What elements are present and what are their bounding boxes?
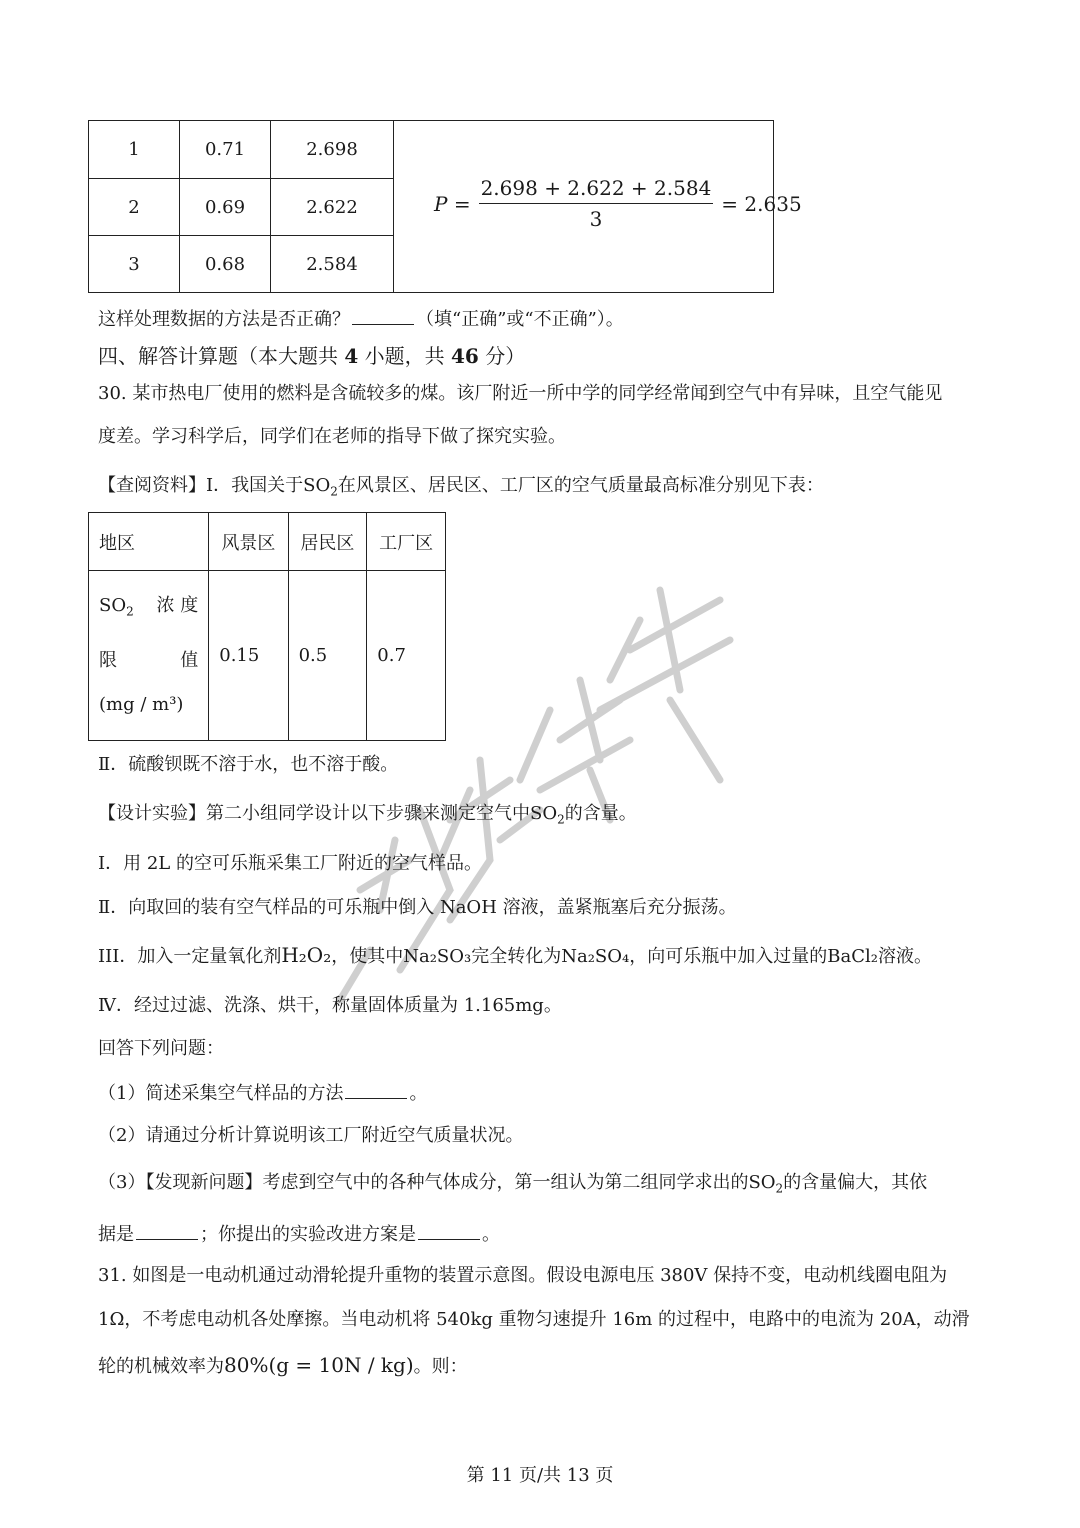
so2-subscript: 2: [775, 1181, 784, 1196]
label-line: [99, 593, 198, 625]
q30-line2: 度差。学习科学后，同学们在老师的指导下做了探究实验。: [98, 426, 566, 447]
table-cell: 0.71: [180, 121, 271, 179]
design-experiment: [98, 802, 637, 832]
question-hint: （填“正确”或“不正确”）。: [416, 309, 624, 330]
table-header: 地区: [89, 513, 209, 571]
sub-text: （3）【发现新问题】考虑到空气中的各种气体成分，第一组认为第二组同学求出的: [98, 1172, 749, 1193]
page-footer: 第 11 页/共 13 页: [466, 1465, 614, 1486]
step-text: III．加入一定量氧化剂: [98, 946, 282, 967]
table-header: 风景区: [209, 513, 288, 571]
so2-subscript: 2: [557, 812, 565, 827]
table-cell: 3: [89, 236, 180, 293]
heading-count: 4: [344, 344, 359, 368]
design-text: 的含量。: [564, 803, 637, 824]
question-text: 这样处理数据的方法是否正确？: [98, 309, 350, 330]
formula-lhs: P =: [434, 191, 471, 216]
design-text: 【设计实验】第二小组同学设计以下步骤来测定空气中: [98, 803, 530, 824]
table-cell: 2.698: [271, 121, 394, 179]
q31-line1: 31. 如图是一电动机通过动滑轮提升重物的装置示意图。假设电源电压 380V 保持不变，电动机线圈电阻为: [98, 1265, 948, 1286]
ref-barium-sulfate: Ⅱ．硫酸钡既不溶于水，也不溶于酸。: [98, 754, 399, 775]
so2-subscript: 2: [126, 604, 134, 619]
label-text: 限: [99, 650, 117, 672]
so2-text: SO: [303, 475, 331, 496]
q31-text: 轮的机械效率为: [98, 1356, 224, 1377]
sub-text: 。: [409, 1083, 428, 1104]
step-text: ，向可乐瓶中加入过量的: [629, 946, 828, 967]
sub-text: 。: [482, 1224, 500, 1245]
step-text: ，使其中: [331, 946, 404, 967]
so2-subscript: 2: [330, 484, 338, 499]
sub-question-1: [98, 1080, 427, 1106]
formula-fraction: [479, 176, 714, 231]
step-3: [98, 943, 932, 969]
q30-line1: 30. 某市热电厂使用的燃料是含硫较多的煤。该厂附近一所中学的同学经常闻到空气中有异味，且空气能见: [98, 383, 943, 404]
label-line: [99, 648, 198, 674]
na2so3-formula: Na₂SO₃: [403, 946, 472, 967]
formula-rhs: = 2.635: [721, 191, 802, 216]
so2-text: SO: [530, 803, 558, 824]
answer-blank: [352, 306, 414, 325]
formula-numerator: 2.698 + 2.622 + 2.584: [479, 176, 714, 204]
step-4: Ⅳ．经过过滤、洗涤、烘干，称量固体质量为 1.165mg。: [98, 995, 562, 1016]
method-question: [98, 306, 624, 332]
heading-text: 四、解答计算题（本大题共: [98, 344, 345, 368]
label-text: 值: [180, 650, 199, 672]
so2-text: SO: [99, 594, 127, 616]
so2-text: SO: [748, 1172, 776, 1193]
sub-question-3-line2: [98, 1221, 500, 1247]
section-heading: [98, 344, 525, 368]
q31-line2: 1Ω，不考虑电动机各处摩擦。当电动机将 540kg 重物匀速提升 16m 的过程中，电路中的电流为 20A，动滑: [98, 1309, 970, 1330]
bacl2-formula: BaCl₂: [827, 946, 878, 967]
table-cell: 0.15: [209, 571, 288, 741]
q30-reference: [98, 474, 824, 504]
step-text: 溶液。: [877, 946, 932, 967]
ref-text: 【查阅资料】Ⅰ．我国关于: [98, 475, 304, 496]
table-cell: 2: [89, 179, 180, 236]
so2-formula: [99, 593, 134, 625]
answer-blank: [418, 1221, 480, 1240]
answer-blank: [345, 1080, 407, 1099]
q31-text: 。则：: [413, 1356, 468, 1377]
heading-text: 分）: [478, 344, 526, 368]
na2so4-formula: Na₂SO₄: [561, 946, 630, 967]
step-1: Ⅰ．用 2L 的空可乐瓶采集工厂附近的空气样品。: [98, 853, 482, 874]
answer-blank: [136, 1221, 198, 1240]
so2-formula: [303, 475, 338, 499]
heading-score: 46: [451, 344, 479, 368]
sub-question-3: [98, 1171, 927, 1201]
table-cell: 0.68: [180, 236, 271, 293]
table-cell: 1: [89, 121, 180, 179]
heading-text: 小题，共: [358, 344, 451, 368]
table-cell: 0.5: [288, 571, 367, 741]
answer-intro: 回答下列问题：: [98, 1038, 224, 1059]
step-text: 完全转化为: [471, 946, 562, 967]
label-text: 浓 度: [156, 594, 199, 616]
sub-text: ；你提出的实验改进方案是: [200, 1224, 416, 1245]
row-label: [89, 571, 209, 741]
h2o2-formula: H₂O₂: [281, 943, 332, 967]
efficiency-formula: 80%(g = 10N / kg): [224, 1353, 414, 1377]
table-cell: 2.584: [271, 236, 394, 293]
so2-formula: [530, 803, 565, 827]
table-cell: 2.622: [271, 179, 394, 236]
sub-text: 的含量偏大，其依: [783, 1172, 928, 1193]
table-cell: 0.7: [367, 571, 446, 741]
sub-text: 据是: [98, 1224, 134, 1245]
so2-formula: [748, 1172, 784, 1196]
table-header: 工厂区: [367, 513, 446, 571]
step-2: Ⅱ．向取回的装有空气样品的可乐瓶中倒入 NaOH 溶液，盖紧瓶塞后充分振荡。: [98, 897, 737, 918]
sub-text: （1）简述采集空气样品的方法: [98, 1083, 344, 1104]
unit-label: (mg / m³): [99, 694, 184, 716]
formula-denominator: 3: [589, 207, 603, 231]
ref-text: 在风景区、居民区、工厂区的空气质量最高标准分别见下表：: [337, 475, 824, 496]
q31-line3: [98, 1353, 468, 1379]
table-header: 居民区: [288, 513, 367, 571]
sub-question-2: （2）请通过分析计算说明该工厂附近空气质量状况。: [98, 1125, 524, 1146]
table-cell: 0.69: [180, 179, 271, 236]
average-formula: [434, 176, 802, 231]
